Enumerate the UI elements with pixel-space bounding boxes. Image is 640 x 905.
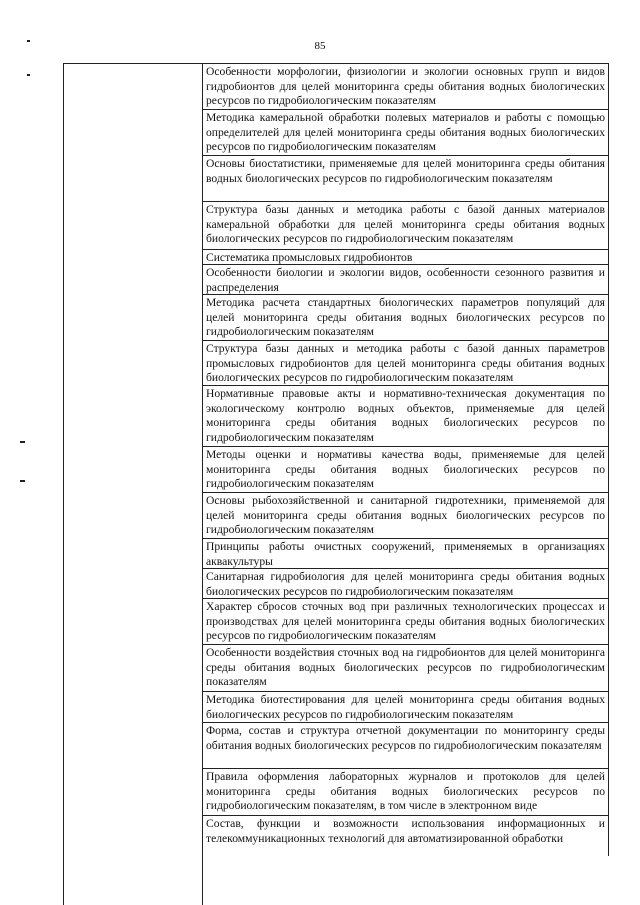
table-row: Характер сбросов сточных вод при различных технологических процессах и производствах для целей мониторинга среды обитания водных биологических ресурсов по гидробиологическим показателям [202,599,609,645]
table-row: Форма, состав и структура отчетной документации по мониторингу среды обитания водных биологических ресурсов по гидробиологическим показателям [202,723,609,769]
margin-mark [20,480,25,482]
table-row: Методика расчета стандартных биологических параметров популяций для целей мониторинга среды обитания водных биологических ресурсов по гидробиологическим показателям [202,295,609,341]
table-row: Правила оформления лабораторных журналов и протоколов для целей мониторинга среды обитания водных биологических ресурсов по гидробиологическим показателям, в том числе в электронном виде [202,769,609,816]
table-row: Особенности морфологии, физиологии и экологии основных групп и видов гидробионтов для целей мониторинга среды обитания водных биологических ресурсов по гидробиологическим показателям [202,64,609,110]
table-row: Методика биотестирования для целей мониторинга среды обитания водных биологических ресурсов по гидробиологическим показателям [202,692,609,723]
table-row: Структура базы данных и методика работы с базой данных материалов камеральной обработки для целей мониторинга среды обитания водных биологических ресурсов по гидробиологическим показателям [202,202,609,250]
table-row: Особенности воздействия сточных вод на гидробионтов для целей мониторинга среды обитания водных биологических ресурсов по гидробиологическим показателям [202,645,609,692]
table-row: Основы биостатистики, применяемые для целей мониторинга среды обитания водных биологических ресурсов по гидробиологическим показателям [202,156,609,202]
table-row: Состав, функции и возможности использования информационных и телекоммуникационных технологий для автоматизированной обработки [202,816,609,856]
table-row: Принципы работы очистных сооружений, применяемых в организациях аквакультуры [202,539,609,569]
page-number: 85 [314,40,326,52]
empty-left-column [64,64,203,905]
table-row: Основы рыбохозяйственной и санитарной гидротехники, применяемой для целей мониторинга среды обитания водных биологических ресурсов по гидробиологическим показателям [202,493,609,539]
table-row: Нормативные правовые акты и нормативно-техническая документация по экологическому контролю водных объектов, применяемые для целей мониторинга среды обитания водных биологических ресурсов по гидробиологическим показателям [202,386,609,447]
competency-table [63,63,609,905]
table-row: Систематика промысловых гидробионтов [202,250,609,265]
margin-mark [27,74,30,76]
table-row: Методика камеральной обработки полевых материалов и работы с помощью определителей для целей мониторинга среды обитания водных биологических ресурсов по гидробиологическим показателям [202,110,609,156]
margin-mark [20,441,25,443]
table-row: Структура базы данных и методика работы с базой данных параметров промысловых гидробионтов для целей мониторинга среды обитания водных биологических ресурсов по гидробиологическим показателям [202,341,609,386]
table-row: Санитарная гидробиология для целей мониторинга среды обитания водных биологических ресурсов по гидробиологическим показателям [202,569,609,599]
table-row: Методы оценки и нормативы качества воды, применяемые для целей мониторинга среды обитания водных биологических ресурсов по гидробиологическим показателям [202,447,609,493]
margin-mark [27,40,30,42]
knowledge-column [202,64,609,856]
table-row: Особенности биологии и экологии видов, особенности сезонного развития и распределения [202,265,609,295]
